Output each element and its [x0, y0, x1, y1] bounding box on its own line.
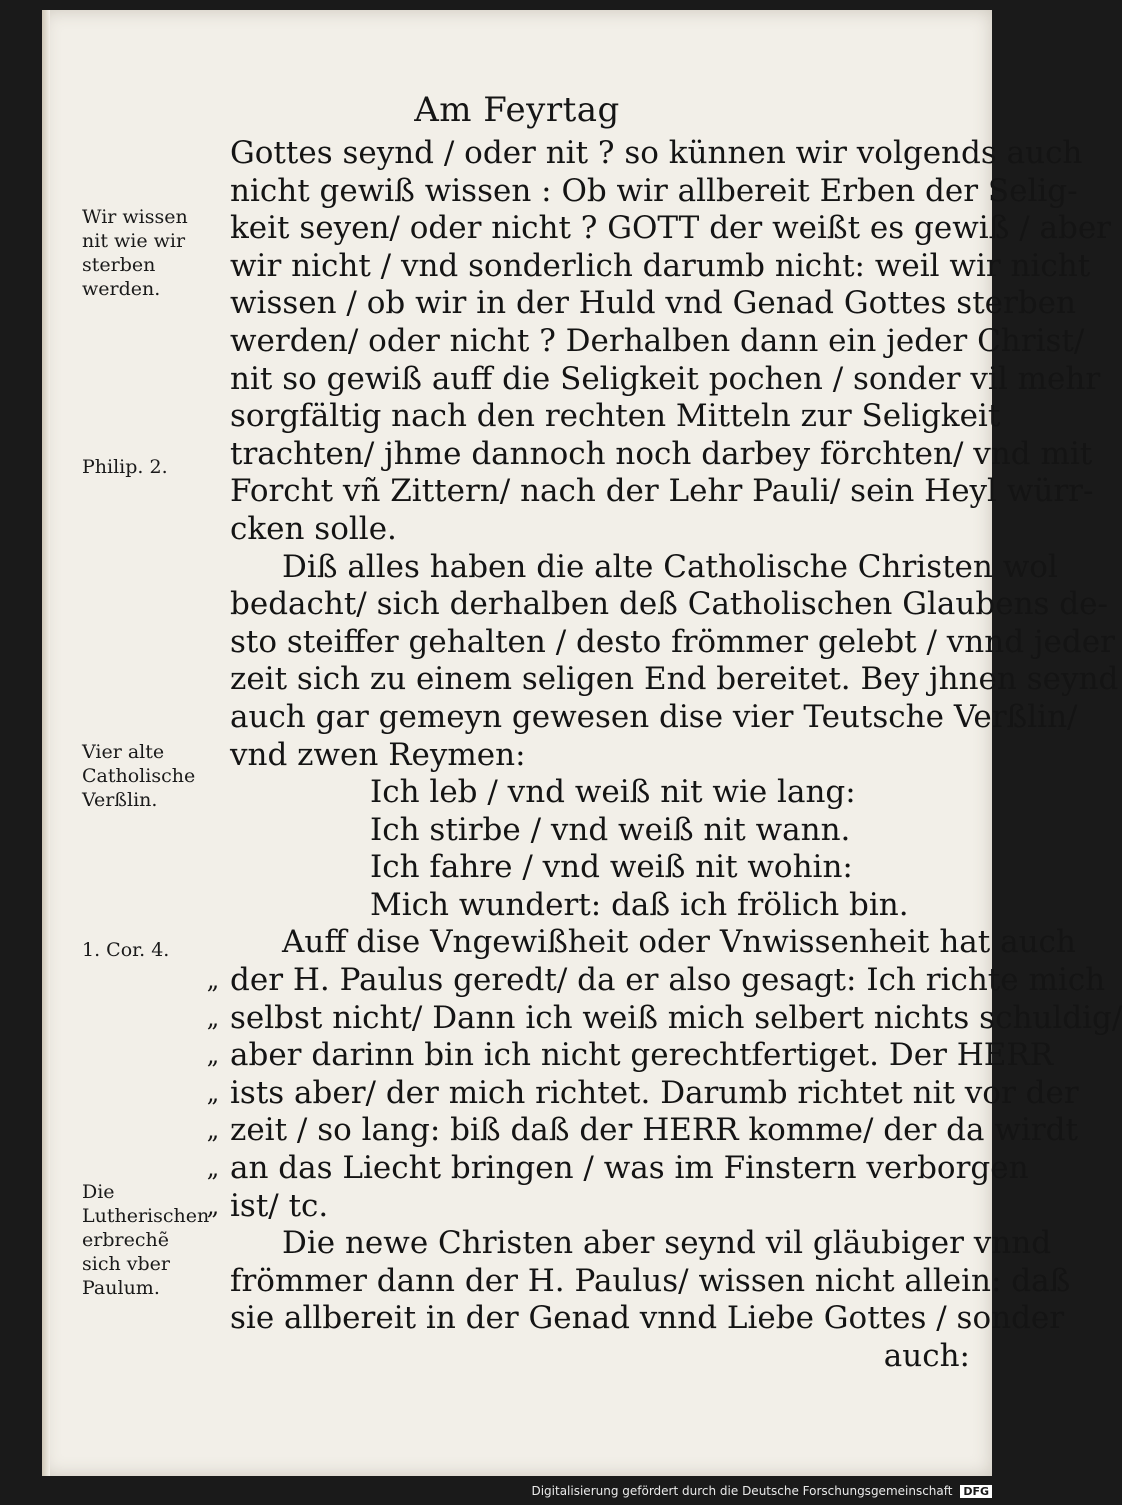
margin-note-5: Die Lutherischen erbrechẽ sich vber Paulum.	[82, 1181, 210, 1299]
book-page	[42, 10, 1122, 1476]
catchword: auch:	[883, 1338, 970, 1374]
quoted-line	[206, 1150, 1029, 1188]
text-line: zeit / so lang: biß daß der HERR komme/ der da wirdt	[230, 1112, 1078, 1149]
margin-note-2: Philip. 2.	[82, 456, 168, 478]
verse-line: Ich stirbe / vnd weiß nit wann.	[370, 811, 851, 848]
text-line: trachten/ jhme dannoch noch darbey förchten/ vnd mit	[230, 435, 1093, 472]
text-line: nit so gewiß auff die Seligkeit pochen / sonder vil mehr	[230, 360, 1101, 397]
text-line: cken solle.	[230, 510, 397, 547]
quotation-mark: „	[206, 1003, 220, 1032]
quoted-line	[206, 1074, 1079, 1113]
margin-note-1: Wir wissen nit wie wir sterben werden.	[82, 206, 188, 300]
quotation-mark: „	[206, 1041, 220, 1070]
text-line: auch gar gemeyn gewesen dise vier Teutsche Verßlin/	[230, 698, 1078, 735]
footer-text: Digitalisierung gefördert durch die Deutsche Forschungsgemeinschaft	[531, 1484, 953, 1498]
quotation-mark: „	[206, 1116, 220, 1145]
quoted-line	[206, 962, 1106, 1000]
text-line: der H. Paulus geredt/ da er also gesagt: Ich richte mich	[230, 962, 1106, 999]
running-header: Am Feyrtag	[414, 90, 620, 130]
verse-line: Ich fahre / vnd weiß nit wohin:	[370, 849, 853, 886]
text-line: werden/ oder nicht ? Derhalben dann ein jeder Christ/	[230, 322, 1085, 359]
verse-line: Mich wundert: daß ich frölich bin.	[370, 886, 909, 923]
text-line: wir nicht / vnd sonderlich darumb nicht: weil wir nicht	[230, 247, 1091, 284]
text-line: sie allbereit in der Genad vnnd Liebe Gottes / sonder	[230, 1300, 1065, 1337]
text-line: ist/ tc.	[230, 1187, 329, 1224]
text-line: ists aber/ der mich richtet. Darumb richtet nit vor der	[230, 1074, 1079, 1111]
quotation-mark: „	[206, 1191, 220, 1220]
verse-line: Ich leb / vnd weiß nit wie lang:	[370, 774, 856, 811]
text-line: vnd zwen Reymen:	[230, 736, 526, 773]
quoted-line	[206, 1112, 1078, 1150]
text-line: Forcht vñ Zittern/ nach der Lehr Pauli/ sein Heyl würr-	[230, 473, 1094, 510]
text-line: Diß alles haben die alte Catholische Christen wol	[282, 548, 1058, 585]
quoted-line	[206, 999, 1122, 1038]
margin-note-3: Vier alte Catholische Verßlin.	[82, 741, 196, 811]
text-line: Gottes seynd / oder nit ? so künnen wir volgends auch	[230, 135, 1083, 171]
quotation-mark: „	[206, 966, 220, 995]
text-line: aber darinn bin ich nicht gerechtfertiget. Der HERR	[230, 1037, 1054, 1074]
text-line: sorgfältig nach den rechten Mitteln zur Seligkeit	[230, 398, 1001, 435]
quoted-line	[206, 1037, 1054, 1075]
text-line: wissen / ob wir in der Huld vnd Genad Gottes sterben	[230, 285, 1076, 322]
text-line: frömmer dann der H. Paulus/ wissen nicht allein: daß	[230, 1262, 1071, 1299]
text-line: sto steiffer gehalten / desto frömmer gelebt / vnnd jeder	[230, 623, 1115, 660]
quoted-line	[206, 1187, 970, 1226]
text-line: bedacht/ sich derhalben deß Catholischen Glaubens de-	[230, 586, 1108, 623]
text-line: Die newe Christen aber seynd vil gläubiger vnnd	[282, 1225, 1052, 1262]
text-line: an das Liecht bringen / was im Finstern verborgen	[230, 1150, 1029, 1187]
digitization-footer	[0, 1478, 1000, 1504]
text-line: keit seyen/ oder nicht ? GOTT der weißt es gewiß / aber	[230, 210, 1111, 247]
text-line: zeit sich zu einem seligen End bereitet. Bey jhnen seynd	[230, 661, 1119, 698]
text-line: selbst nicht/ Dann ich weiß mich selbert nichts schuldig/	[230, 999, 1122, 1036]
margin-note-4: 1. Cor. 4.	[82, 939, 170, 961]
text-line: nicht gewiß wissen : Ob wir allbereit Erben der Selig-	[230, 172, 1078, 209]
quotation-mark: „	[206, 1078, 220, 1107]
dfg-logo: DFG	[960, 1485, 992, 1498]
text-line: Auff dise Vngewißheit oder Vnwissenheit hat auch	[282, 924, 1076, 961]
main-text	[206, 135, 1122, 1376]
quotation-mark: „	[206, 1154, 220, 1183]
page-gutter-edge	[42, 10, 50, 1476]
